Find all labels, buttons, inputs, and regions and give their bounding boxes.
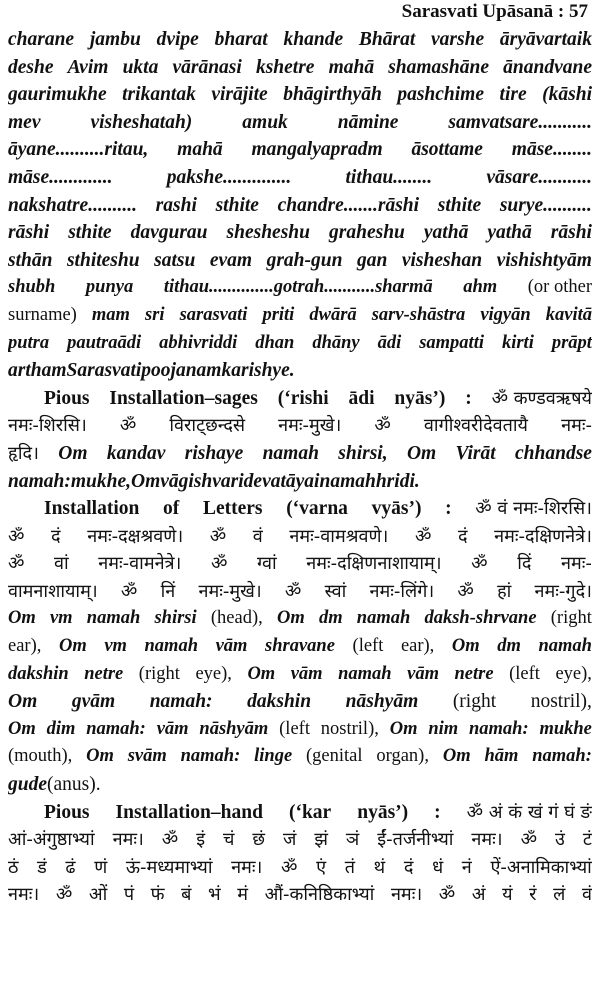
text-word: ॐ [210,553,228,575]
text-word: नमः-मुखे। [278,415,342,437]
text-word: Virāt [455,442,496,464]
text-word: Om [8,608,36,629]
text-word: sampatti [419,332,484,353]
text-word: (genital [306,746,363,767]
text-word: sri [144,304,165,325]
text-word: khande [283,29,344,50]
text-word: नमः- [561,415,592,437]
text-word: Pious [44,387,90,409]
text-word: ukta [122,56,159,78]
text-word: नं [461,856,472,878]
text-word: ahm [463,277,498,298]
text-word: Om [247,663,276,684]
text-word: māse............. [8,166,113,188]
text-line [8,854,592,882]
text-word: dhan [255,332,295,353]
text-word: फं [150,884,165,906]
text-word: dim [46,718,76,739]
text-word: (head), [210,608,263,629]
text-word: अं [471,884,486,906]
text-line [8,440,592,468]
text-word: gan [356,249,388,271]
text-line [8,136,592,164]
text-word: pakshe.............. [166,166,292,188]
text-word: māse........ [511,139,592,161]
text-word: (right [452,691,497,713]
text-word: shamashāne [388,56,489,78]
text-line [8,385,592,413]
text-word: ढं [65,856,76,878]
text-word: namah [144,636,198,657]
text-word: hām [484,746,519,767]
text-word: namah: [468,718,529,739]
text-word: Om [451,636,480,657]
text-word: ear), [8,636,42,657]
text-word: नमः। [231,856,263,878]
text-word: ॐ [520,829,538,851]
text-word: namah: [180,746,241,767]
text-word: vām [407,663,439,684]
text-word: dm [497,636,521,657]
text-word: rashi [155,194,197,216]
text-word: netre [454,663,494,684]
text-word: दिं [517,553,532,575]
text-line [8,26,592,54]
text-word: karishye. [221,360,295,382]
text-word: : [445,498,452,520]
text-word: नमः- [561,553,592,575]
text-word: tithau........ [345,166,433,188]
text-word: हां [497,580,512,602]
text-word: नमः-वामश्रवणे। [289,525,389,547]
text-word: namah [356,608,411,629]
text-word: priti [262,304,295,325]
text-word: evam [209,249,253,271]
text-word: sarasvati [179,304,248,325]
text-word: नमः-दक्षिणनेत्रे। [494,525,592,547]
text-word: Om [58,442,88,464]
text-word: ॐ [284,580,302,602]
text-word: netre [84,663,124,684]
text-word: रं [529,884,537,906]
text-word: ॐ [120,580,138,602]
text-word: vigyān [480,304,531,325]
text-word: prāpt [551,332,592,353]
text-word: : [434,801,441,823]
text-word: surye.......... [499,194,592,216]
text-word: वां [54,553,69,575]
text-word: Om [131,470,161,492]
text-word: Om [58,636,87,657]
text-word: mahā [177,139,223,161]
text-word: namahhridi. [319,470,420,492]
text-word: kandav [106,442,166,464]
text-word: ऊं-मध्यमाभ्यां [125,856,213,878]
text-word: dhāny [312,332,360,353]
text-word: Avim [67,56,109,78]
text-word: ऐं-अनामिकाभ्यां [490,856,592,878]
text-word: Om [86,746,114,767]
text-word: (right [138,663,180,684]
text-word: dakshin [8,663,69,684]
text-word: Bhārat [358,29,416,50]
text-word: shirsi, [338,442,388,464]
text-line [8,192,592,220]
text-line [8,164,592,192]
text-word: varshe [431,29,485,50]
text-word: नमः-मुखे। [198,580,262,602]
text-word: Om [276,608,305,629]
text-word: tire [499,84,527,106]
text-word: ठं [8,856,19,878]
text-word: हृदि। [8,442,39,464]
text-word: dm [318,608,343,629]
text-word: ॐ [119,415,137,437]
text-word: ॐ [457,580,474,602]
text-word: छं [252,829,266,851]
text-word: (‘kar [288,801,332,823]
text-word: mam [91,304,130,325]
text-word: poojanam [141,360,222,382]
text-word: nostril), [320,718,379,739]
text-word: ईं-तर्जनीभ्यां [377,829,454,851]
text-line [8,495,592,523]
text-line [8,109,592,137]
text-word: bhāgirthyāh [283,84,382,106]
text-word: Om [389,718,418,739]
text-word: kavitā [545,304,592,325]
text-word: vārānasi [172,56,242,78]
text-word: ॐ वं नमः-शिरसि। [475,498,592,520]
text-word: ग्वां [256,553,277,575]
text-word: sthān [8,249,53,271]
text-word: grah-gun [266,249,343,271]
text-word: नमः-शिरसि। [8,415,87,437]
text-word: नमः। [112,829,144,851]
text-word: झं [314,829,328,851]
text-word: स्वां [324,580,347,602]
text-word: mukhe [539,718,592,739]
text-word: namah [338,663,392,684]
text-word: sthite [215,194,259,216]
text-word: दं [51,525,61,547]
text-word: amuk [242,111,288,133]
text-word: shubh [8,277,56,298]
text-word: Pious [44,801,90,823]
text-word: namah: [532,746,592,767]
text-word: Om [406,442,437,464]
text-word: punya [85,277,134,298]
text-word: नमः-गुदे। [534,580,592,602]
text-word: nāmine [337,111,399,133]
text-word: ओं [88,884,108,906]
text-word: tithau..............gotrah...........sharmā [163,277,433,298]
text-line [8,412,592,440]
text-word: rāshi [8,222,50,244]
text-word: mev [8,111,41,133]
text-word: भं [208,884,221,906]
text-word: ॐ अं कं खं गं घं ङं [466,801,592,823]
text-word: जं [283,829,297,851]
text-line [8,799,592,827]
text-word: ञं [345,829,360,851]
text-word: वं [581,884,592,906]
text-word: (left [509,663,540,684]
text-word: नमः-लिंगे। [369,580,435,602]
text-word: वागीश्वरीदेवतायै [423,415,528,437]
text-line [8,826,592,854]
text-line [8,523,592,551]
text-word: उं [554,829,565,851]
text-word: ॐ [438,884,456,906]
text-word: नमः-दक्षश्रवणे। [87,525,184,547]
text-line [8,274,592,302]
text-word: of [163,498,180,520]
text-word: āsottame [411,139,483,161]
text-word: ॐ [414,525,432,547]
text-word: eye), [195,663,232,684]
text-word: यं [502,884,513,906]
text-line [8,881,592,909]
running-header: Sarasvati Upāsanā : 57 [401,1,588,22]
text-word: visheshatah) [90,111,193,133]
text-word: namah [538,636,592,657]
text-word: vām [290,663,323,684]
text-word: gaurimukhe [8,84,107,106]
text-word: तं [344,856,356,878]
text-word: nakshatre.......... [8,194,137,216]
text-word: दं [403,856,414,878]
text-word: लं [553,884,566,906]
text-word: निं [160,580,176,602]
text-line [8,771,592,799]
text-word: वं [252,525,263,547]
text-word: vyās’) [371,498,422,520]
text-word: णं [94,856,108,878]
text-word: ear), [400,636,435,657]
text-word: (kāshi [542,84,592,106]
text-word: ॐ [55,884,73,906]
text-line [8,578,592,606]
text-word: chhandse [515,442,592,464]
text-word: shesheshu [226,222,310,244]
text-word: ānandvane [503,56,592,78]
text-word: ॐ [8,525,25,547]
text-word: nyās’) [394,387,446,409]
text-line [8,716,592,744]
text-word: दं [457,525,468,547]
text-word: shravane [265,636,335,657]
text-line [8,357,592,385]
text-word: sarv-shāstra [371,304,466,325]
text-line [8,468,592,496]
text-line [8,688,592,716]
text-word: surname) [8,304,77,325]
text-line [8,633,592,661]
text-line [8,54,592,82]
text-word: ādi [377,332,402,353]
text-word: pashchime [397,84,485,106]
text-word: āryāvartaik [499,29,592,50]
text-word: चं [223,829,235,851]
text-word: औं-कनिष्ठिकाभ्यां [264,884,375,906]
text-word: kshetre [255,56,315,78]
text-line [8,81,592,109]
text-word: (right [550,608,592,629]
text-word: rishaye [184,442,244,464]
text-word: Letters [202,498,263,520]
text-word: dakshin [247,691,312,713]
text-word: vām [215,636,248,657]
text-word: नमः-दक्षिणनाशायाम्। [306,553,442,575]
body-text [8,26,592,909]
text-word: Om [8,691,38,713]
text-word: dvipe [156,29,199,50]
text-word: gude [8,774,47,796]
text-word: नमः। [8,884,40,906]
text-word: sthiteshu [66,249,140,271]
text-word: (left [279,718,310,739]
text-word: visheshan [401,249,483,271]
text-word: मं [237,884,249,906]
text-line [8,743,592,771]
text-word: sthite [68,222,112,244]
text-word: yathā [423,222,469,244]
text-word: Installation–sages [109,387,258,409]
text-word: इं [196,829,206,851]
text-word: vām [156,718,189,739]
text-word: (mouth), [8,746,73,767]
text-word: ॐ [209,525,227,547]
text-word: nāshyām [345,691,419,713]
text-word: graheshu [329,222,405,244]
text-word: vm [104,636,127,657]
text-line [8,330,592,358]
text-word: विराट्छन्दसे [169,415,246,437]
text-word: organ), [376,746,429,767]
text-word: nim [428,718,459,739]
text-word: नमः-वामनेत्रे। [98,553,182,575]
text-word: आं-अंगुष्ठाभ्यां [8,829,95,851]
text-word: Installation [44,498,140,520]
text-word: ॐ [161,829,179,851]
text-word: vāg [160,470,189,492]
text-word: abhivriddi [159,332,238,353]
text-word: satsu [154,249,196,271]
text-word: (or other [527,277,592,298]
text-word: ॐ [281,856,298,878]
text-word: nyās’) [357,801,409,823]
text-word: (left [352,636,384,657]
text-word: svām [127,746,167,767]
text-word: Installation–hand [115,801,263,823]
text-word: dwārā [309,304,357,325]
text-word: एं [316,856,327,878]
text-word: vāsare........... [486,166,592,188]
text-word: daksh-shrvane [424,608,537,629]
text-word: namah: [149,691,213,713]
text-word: artham [8,360,67,382]
text-word: ॐ [8,553,25,575]
text-word: थं [373,856,386,878]
text-word: namah:mukhe, [8,470,131,492]
text-word: नमः। [390,884,423,906]
text-word: Sarasvati [66,360,142,382]
text-word: bharat [214,29,268,50]
text-line [8,247,592,275]
text-word: डं [37,856,47,878]
text-word: nāshyām [199,718,269,739]
text-line [8,550,592,578]
text-word: (‘rishi [277,387,329,409]
text-word: (anus). [47,774,101,796]
text-word: āyane..........ritau, [8,139,149,161]
text-word: mahā [328,56,375,78]
text-word: बं [181,884,192,906]
text-word: Om [8,718,36,739]
text-word: samvatsare........... [448,111,592,133]
text-word: jambu [89,29,141,50]
text-word: ॐ [471,553,488,575]
text-word: ādi [348,387,375,409]
text-word: yathā [487,222,532,244]
text-line [8,219,592,247]
text-word: ॐ [374,415,391,437]
text-word: charane [8,29,75,50]
text-word: पं [123,884,135,906]
text-word: shirsi [154,608,197,629]
text-word: gvām [71,691,116,713]
text-word: namah [86,608,141,629]
text-word: टं [582,829,592,851]
text-word: kirti [501,332,534,353]
text-line [8,661,592,689]
text-word: pautraādi [67,332,142,353]
text-word: rāshi [550,222,592,244]
text-word: Om [442,746,471,767]
text-word: namah: [86,718,146,739]
text-word: trikantak [122,84,196,106]
text-word: sthite [437,194,482,216]
text-word: mangalyapradm [251,139,383,161]
text-word: नमः। [471,829,503,851]
text-word: वामनाशायाम्। [8,580,98,602]
text-line [8,605,592,633]
text-word: (‘varna [286,498,348,520]
text-word: linge [254,746,293,767]
text-word: putra [8,332,50,353]
text-word: deshe [8,56,54,78]
text-word: davgurau [130,222,208,244]
text-line [8,302,592,330]
text-word: : [465,387,472,409]
text-word: nostril), [530,691,592,713]
text-word: ishvari [188,470,244,492]
text-word: chandre.......rāshi [277,194,420,216]
text-word: devatāyai [243,470,320,492]
text-word: namah [262,442,319,464]
text-word: ॐ कण्डवऋषये [491,387,592,409]
text-word: धं [432,856,444,878]
text-word: vm [49,608,73,629]
text-word: eye), [555,663,592,684]
text-word: vishishtyām [496,249,592,271]
text-word: virājite [211,84,268,106]
